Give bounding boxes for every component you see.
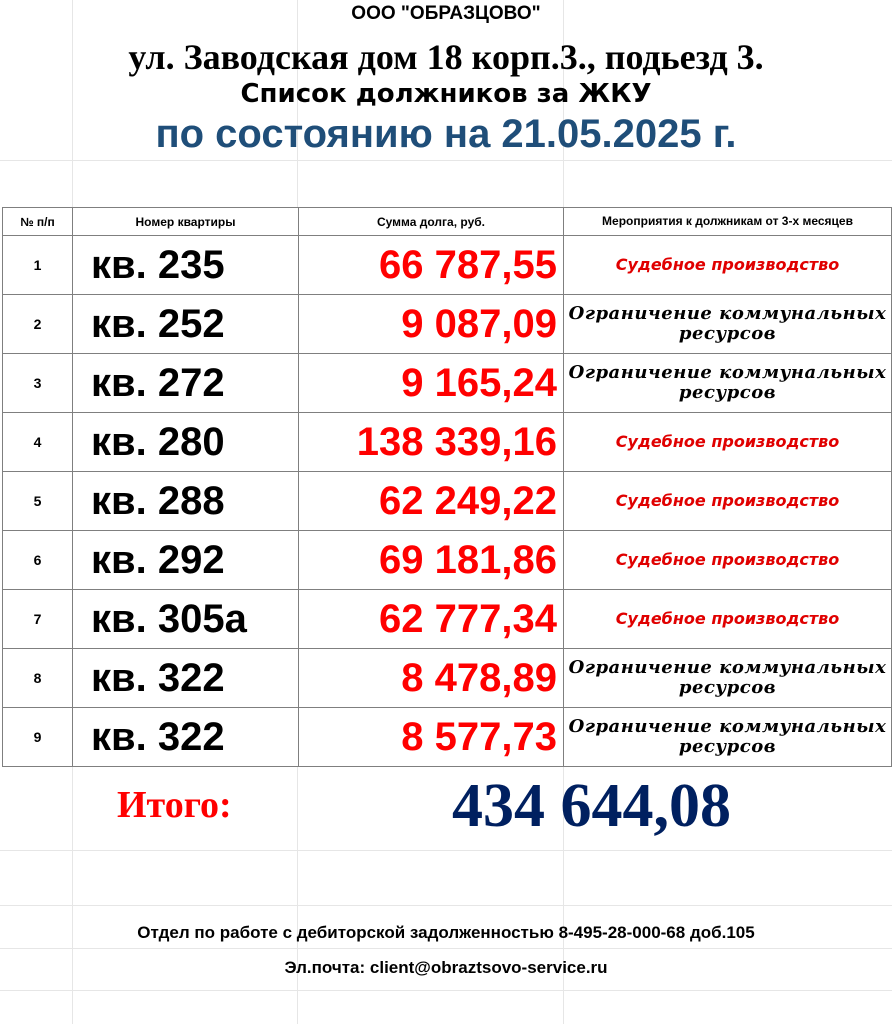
table-row [3,354,892,413]
debtor-action: Судебное производство [564,531,892,590]
apartment-number: кв. 292 [73,531,299,590]
table-row [3,236,892,295]
as-of-date: по состоянию на 21.05.2025 г. [155,112,737,156]
row-number: 8 [3,649,73,708]
column-header-number: № п/п [3,208,73,236]
debtors-table [2,207,892,767]
column-header-apartment: Номер квартиры [73,208,299,236]
total-label: Итого: [117,784,232,826]
email-line [0,958,892,978]
gridline [0,160,892,161]
row-number: 3 [3,354,73,413]
address-title: ул. Заводская дом 18 корп.3., подьезд 3. [128,37,764,77]
debt-amount: 9 087,09 [299,295,564,354]
gridline [0,948,892,949]
column-header-action: Мероприятия к должникам от 3-х месяцев [564,208,892,236]
gridline [0,990,892,991]
gridline [0,850,892,851]
total-value: 434 644,08 [452,772,731,840]
apartment-number: кв. 288 [73,472,299,531]
row-number: 1 [3,236,73,295]
list-title: Список должников за ЖКУ [240,79,652,109]
debtor-action: Судебное производство [564,590,892,649]
row-number: 5 [3,472,73,531]
email-label: Эл.почта: [284,958,366,977]
apartment-number: кв. 272 [73,354,299,413]
debtor-action: Ограничение коммунальных ресурсов [564,295,892,354]
debtor-action: Судебное производство [564,236,892,295]
table-row [3,708,892,767]
table-row [3,413,892,472]
table-header-row [3,208,892,236]
table-row [3,472,892,531]
debt-amount: 62 249,22 [299,472,564,531]
debt-amount: 69 181,86 [299,531,564,590]
column-header-debt: Сумма долга, руб. [299,208,564,236]
debt-amount: 66 787,55 [299,236,564,295]
debt-amount: 138 339,16 [299,413,564,472]
row-number: 9 [3,708,73,767]
row-number: 2 [3,295,73,354]
apartment-number: кв. 252 [73,295,299,354]
row-number: 4 [3,413,73,472]
company-name: ООО "ОБРАЗЦОВО" [351,3,541,24]
debt-amount: 9 165,24 [299,354,564,413]
apartment-number: кв. 280 [73,413,299,472]
table-row [3,295,892,354]
table-row [3,531,892,590]
debt-amount: 8 577,73 [299,708,564,767]
debt-amount: 62 777,34 [299,590,564,649]
apartment-number: кв. 322 [73,708,299,767]
email-address[interactable]: client@obraztsovo-service.ru [369,958,608,977]
row-number: 7 [3,590,73,649]
row-number: 6 [3,531,73,590]
debtor-action: Судебное производство [564,472,892,531]
debtor-action: Ограничение коммунальных ресурсов [564,354,892,413]
gridline [0,905,892,906]
apartment-number: кв. 322 [73,649,299,708]
apartment-number: кв. 305а [73,590,299,649]
debtor-action: Судебное производство [564,413,892,472]
debtor-action: Ограничение коммунальных ресурсов [564,649,892,708]
apartment-number: кв. 235 [73,236,299,295]
debtor-action: Ограничение коммунальных ресурсов [564,708,892,767]
department-contact: Отдел по работе с дебиторской задолженностью 8-495-28-000-68 доб.105 [137,923,755,942]
table-row [3,649,892,708]
debt-amount: 8 478,89 [299,649,564,708]
table-row [3,590,892,649]
